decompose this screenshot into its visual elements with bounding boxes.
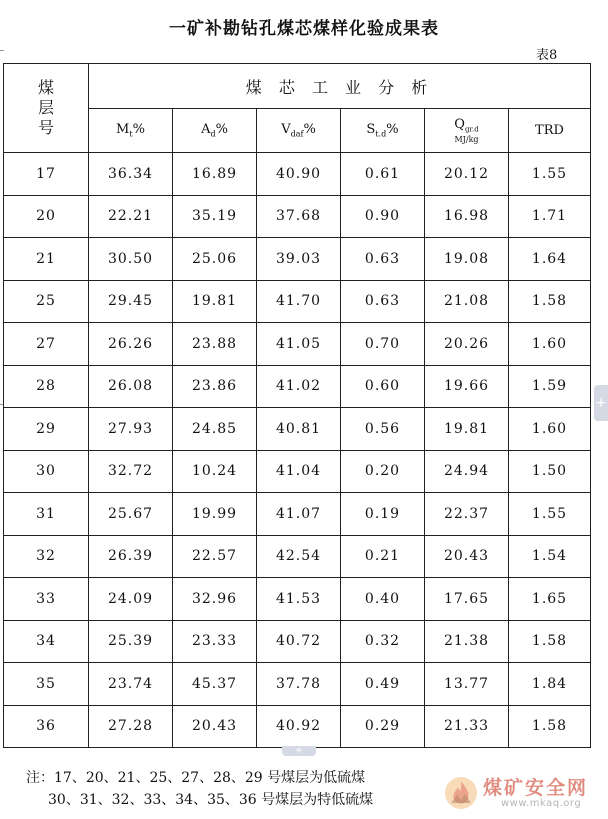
moisture-cell: 36.34 bbox=[89, 153, 173, 196]
calorific-cell: 21.08 bbox=[425, 280, 509, 323]
watermark-text: 煤矿安全网 bbox=[483, 777, 589, 799]
seam-number-cell: 33 bbox=[4, 578, 89, 621]
volatile-cell: 41.02 bbox=[257, 365, 341, 408]
table-row bbox=[4, 663, 591, 706]
seam-number-cell: 35 bbox=[4, 663, 89, 706]
table-row bbox=[4, 365, 591, 408]
ash-cell: 23.33 bbox=[173, 620, 257, 663]
sulfur-cell: 0.29 bbox=[341, 705, 425, 748]
site-watermark bbox=[443, 773, 603, 817]
seam-number-cell: 27 bbox=[4, 323, 89, 366]
trd-cell: 1.64 bbox=[509, 238, 591, 281]
col-unit: % bbox=[386, 122, 399, 138]
seam-number-cell: 17 bbox=[4, 153, 89, 196]
col-subscript: d bbox=[210, 129, 216, 139]
volatile-cell: 40.72 bbox=[257, 620, 341, 663]
sulfur-cell: 0.21 bbox=[341, 535, 425, 578]
ash-cell: 45.37 bbox=[173, 663, 257, 706]
seam-number-header bbox=[4, 64, 89, 153]
volatile-cell: 37.68 bbox=[257, 195, 341, 238]
ash-cell: 22.57 bbox=[173, 535, 257, 578]
sulfur-cell: 0.90 bbox=[341, 195, 425, 238]
seam-number-cell: 36 bbox=[4, 705, 89, 748]
col-symbol: V bbox=[281, 122, 291, 138]
sulfur-cell: 0.40 bbox=[341, 578, 425, 621]
seam-number-cell: 20 bbox=[4, 195, 89, 238]
trd-cell: 1.65 bbox=[509, 578, 591, 621]
moisture-cell: 26.26 bbox=[89, 323, 173, 366]
table-row bbox=[4, 195, 591, 238]
ash-cell: 32.96 bbox=[173, 578, 257, 621]
moisture-cell: 26.08 bbox=[89, 365, 173, 408]
moisture-cell: 24.09 bbox=[89, 578, 173, 621]
moisture-cell: 27.93 bbox=[89, 408, 173, 451]
col-header-sulfur bbox=[341, 109, 425, 153]
ash-cell: 10.24 bbox=[173, 450, 257, 493]
volatile-cell: 37.78 bbox=[257, 663, 341, 706]
volatile-cell: 41.07 bbox=[257, 493, 341, 536]
industrial-analysis-header: 煤 芯 工 业 分 析 bbox=[89, 64, 591, 109]
table-row bbox=[4, 450, 591, 493]
moisture-cell: 30.50 bbox=[89, 238, 173, 281]
volatile-cell: 41.05 bbox=[257, 323, 341, 366]
ash-cell: 24.85 bbox=[173, 408, 257, 451]
sulfur-cell: 0.49 bbox=[341, 663, 425, 706]
ash-cell: 19.81 bbox=[173, 280, 257, 323]
sulfur-cell: 0.20 bbox=[341, 450, 425, 493]
moisture-cell: 26.39 bbox=[89, 535, 173, 578]
moisture-cell: 32.72 bbox=[89, 450, 173, 493]
seam-number-cell: 34 bbox=[4, 620, 89, 663]
ash-cell: 25.06 bbox=[173, 238, 257, 281]
seam-header-char: 号 bbox=[37, 118, 54, 137]
col-subscript: t bbox=[129, 129, 133, 139]
volatile-cell: 41.53 bbox=[257, 578, 341, 621]
table-row bbox=[4, 280, 591, 323]
table-number: 表8 bbox=[536, 48, 558, 63]
ash-cell: 23.86 bbox=[173, 365, 257, 408]
trd-cell: 1.71 bbox=[509, 195, 591, 238]
col-header-calorific bbox=[425, 109, 509, 153]
col-subscript: gr.d bbox=[464, 125, 479, 134]
trd-cell: 1.84 bbox=[509, 663, 591, 706]
footnote bbox=[26, 767, 373, 811]
trd-cell: 1.50 bbox=[509, 450, 591, 493]
sulfur-cell: 0.56 bbox=[341, 408, 425, 451]
moisture-cell: 29.45 bbox=[89, 280, 173, 323]
sulfur-cell: 0.32 bbox=[341, 620, 425, 663]
col-header-volatile bbox=[257, 109, 341, 153]
ash-cell: 23.88 bbox=[173, 323, 257, 366]
expand-bottom-tab[interactable]: + bbox=[282, 746, 316, 756]
trd-cell: 1.60 bbox=[509, 408, 591, 451]
col-symbol: S bbox=[366, 122, 376, 138]
table-row bbox=[4, 620, 591, 663]
col-header-ash bbox=[173, 109, 257, 153]
seam-number-cell: 32 bbox=[4, 535, 89, 578]
col-unit: % bbox=[303, 122, 316, 138]
margin-mark bbox=[0, 50, 4, 51]
volatile-cell: 41.04 bbox=[257, 450, 341, 493]
sulfur-cell: 0.63 bbox=[341, 280, 425, 323]
volatile-cell: 42.54 bbox=[257, 535, 341, 578]
volatile-cell: 39.03 bbox=[257, 238, 341, 281]
volatile-cell: 40.92 bbox=[257, 705, 341, 748]
sulfur-cell: 0.63 bbox=[341, 238, 425, 281]
sulfur-cell: 0.61 bbox=[341, 153, 425, 196]
calorific-cell: 21.38 bbox=[425, 620, 509, 663]
calorific-cell: 20.43 bbox=[425, 535, 509, 578]
volatile-cell: 40.81 bbox=[257, 408, 341, 451]
volatile-cell: 41.70 bbox=[257, 280, 341, 323]
trd-cell: 1.58 bbox=[509, 620, 591, 663]
table-row bbox=[4, 153, 591, 196]
table-row bbox=[4, 578, 591, 621]
seam-header-char: 层 bbox=[37, 98, 54, 117]
trd-cell: 1.58 bbox=[509, 705, 591, 748]
seam-header-char: 煤 bbox=[37, 78, 54, 97]
table-row bbox=[4, 323, 591, 366]
calorific-cell: 19.66 bbox=[425, 365, 509, 408]
moisture-cell: 22.21 bbox=[89, 195, 173, 238]
sulfur-cell: 0.70 bbox=[341, 323, 425, 366]
table-row bbox=[4, 535, 591, 578]
watermark-url: www.mkaq.org bbox=[501, 798, 582, 809]
col-header-moisture bbox=[89, 109, 173, 153]
col-unit: % bbox=[132, 122, 145, 138]
flame-logo-icon bbox=[443, 775, 479, 811]
seam-number-cell: 29 bbox=[4, 408, 89, 451]
col-subscript: daf bbox=[290, 129, 304, 139]
calorific-cell: 20.26 bbox=[425, 323, 509, 366]
coal-analysis-table bbox=[3, 63, 591, 748]
col-unit: % bbox=[215, 122, 228, 138]
calorific-cell: 24.94 bbox=[425, 450, 509, 493]
sulfur-cell: 0.19 bbox=[341, 493, 425, 536]
calorific-cell: 21.33 bbox=[425, 705, 509, 748]
col-unit: MJ/kg bbox=[454, 134, 479, 144]
moisture-cell: 25.67 bbox=[89, 493, 173, 536]
col-header-trd: TRD bbox=[509, 109, 591, 153]
calorific-cell: 20.12 bbox=[425, 153, 509, 196]
table-row bbox=[4, 238, 591, 281]
moisture-cell: 27.28 bbox=[89, 705, 173, 748]
calorific-cell: 13.77 bbox=[425, 663, 509, 706]
moisture-cell: 23.74 bbox=[89, 663, 173, 706]
trd-cell: 1.55 bbox=[509, 153, 591, 196]
ash-cell: 16.89 bbox=[173, 153, 257, 196]
col-symbol: A bbox=[201, 122, 211, 138]
moisture-cell: 25.39 bbox=[89, 620, 173, 663]
calorific-cell: 22.37 bbox=[425, 493, 509, 536]
calorific-cell: 16.98 bbox=[425, 195, 509, 238]
seam-number-cell: 28 bbox=[4, 365, 89, 408]
ash-cell: 20.43 bbox=[173, 705, 257, 748]
seam-number-cell: 31 bbox=[4, 493, 89, 536]
ash-cell: 35.19 bbox=[173, 195, 257, 238]
table-row bbox=[4, 493, 591, 536]
trd-cell: 1.59 bbox=[509, 365, 591, 408]
table-row bbox=[4, 705, 591, 748]
ash-cell: 19.99 bbox=[173, 493, 257, 536]
seam-number-cell: 30 bbox=[4, 450, 89, 493]
trd-cell: 1.54 bbox=[509, 535, 591, 578]
col-symbol: M bbox=[116, 122, 130, 138]
calorific-cell: 19.08 bbox=[425, 238, 509, 281]
page-title: 一矿补勘钻孔煤芯煤样化验成果表 bbox=[169, 19, 439, 39]
trd-cell: 1.55 bbox=[509, 493, 591, 536]
footnote-line-2: 30、31、32、33、34、35、36 号煤层为特低硫煤 bbox=[48, 792, 374, 808]
footnote-line-1: 注：17、20、21、25、27、28、29 号煤层为低硫煤 bbox=[26, 770, 366, 786]
trd-cell: 1.58 bbox=[509, 280, 591, 323]
calorific-cell: 17.65 bbox=[425, 578, 509, 621]
table-row bbox=[4, 408, 591, 451]
sulfur-cell: 0.60 bbox=[341, 365, 425, 408]
volatile-cell: 40.90 bbox=[257, 153, 341, 196]
expand-side-tab[interactable]: + bbox=[594, 385, 608, 421]
seam-number-cell: 25 bbox=[4, 280, 89, 323]
trd-cell: 1.60 bbox=[509, 323, 591, 366]
col-symbol: Q bbox=[454, 117, 465, 133]
calorific-cell: 19.81 bbox=[425, 408, 509, 451]
seam-number-cell: 21 bbox=[4, 238, 89, 281]
col-subscript: t.d bbox=[375, 129, 387, 139]
